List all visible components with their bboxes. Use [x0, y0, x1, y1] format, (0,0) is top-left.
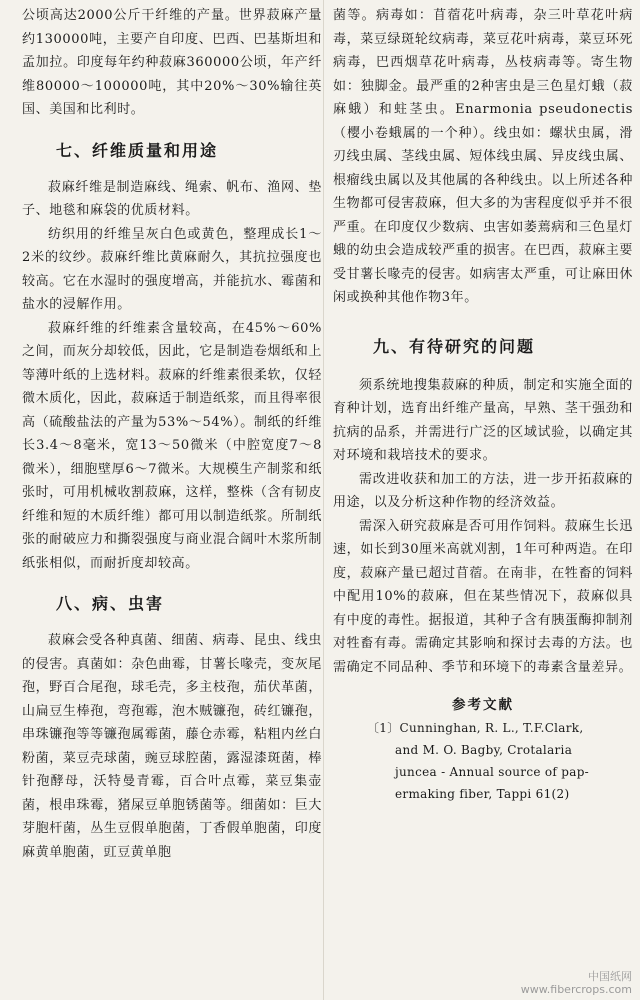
watermark-line-2: www.fibercrops.com — [520, 983, 632, 996]
section-8-heading: 八、病、虫害 — [56, 594, 165, 613]
section-9-paragraph-1: 须系统地搜集菽麻的种质，制定和实施全面的育种计划，选育出纤维产量高，早熟、茎干强劲和抗病的品系，并需进行广泛的区域试验，以确定其对环境和栽培技术的要求。 — [333, 377, 633, 463]
reference-line: and M. O. Bagby, Crotalaria — [395, 743, 573, 757]
left-column — [22, 0, 322, 864]
right-column — [333, 0, 633, 805]
section-7-paragraph-2: 纺织用的纤维呈灰白色或黄色，整理成长1～2米的纹纱。菽麻纤维比黄麻耐久，其抗拉强度也较高。它在水湿时的强度增高，并能抗水、霉菌和盐水的浸解作用。 — [22, 226, 322, 312]
section-7-heading: 七、纤维质量和用途 — [56, 140, 219, 160]
reference-line: ermaking fiber, Tappi 61(2) — [395, 787, 570, 801]
section-7-paragraph-3: 菽麻纤维的纤维素含量较高，在45%～60%之间，而灰分却较低，因此，它是制造卷烟纸和上等薄叶纸的上选材料。菽麻的纤维素很柔软，仅轻微木质化，因此，菽麻适于制造纸浆，而且得率很高（硫酸盐法的产量为53%～54%）。制纸的纤维长3.4～8毫米，宽13～50微米（中腔宽度7～8微米），细胞壁厚6～7微米。大规模生产制浆和纸张时，可用机械收割菽麻，这样，整株（含有韧皮纤维和短的木质纤维）都可用以制造纸浆。所制纸张的耐破应力和撕裂强度与商业混合阔叶木浆所制纸张相似，而耐折度却较高。 — [22, 320, 322, 571]
references-title: 参考文献 — [452, 697, 514, 713]
intro-paragraph: 公顷高达2000公斤干纤维的产量。世界菽麻产量约130000吨，主要产自印度、巴西、巴基斯坦和孟加拉。印度每年约种菽麻360000公顷，年产纤维80000～100000吨，其中20%～30%输往英国、美国和比利时。 — [22, 8, 322, 117]
section-7-paragraph-1: 菽麻纤维是制造麻线、绳索、帆布、渔网、垫子、地毯和麻袋的优质材料。 — [22, 179, 322, 218]
continuation-paragraph: 菌等。病毒如：苜蓿花叶病毒，杂三叶草花叶病毒，菜豆绿斑轮纹病毒，菜豆花叶病毒，菜豆环死病毒，巴西烟草花叶病毒，丛枝病毒等。寄生物如：独脚金。最严重的2种害虫是三色星灯蛾（菽麻蛾）和蛀茎虫。Enarmonia pseudonectis（樱小卷蛾属的一个种）。线虫如：螺状虫属，滑刃线虫属、茎线虫属、短体线虫属、异皮线虫属、根瘤线虫属以及其他属的各种线虫。以上所述各种生物都可侵害菽麻，但大多的为害程度似乎并不很严重。在印度仅少数病、虫害如萎蔫病和三色星灯蛾的幼虫会造成较严重的损害。在巴西，菽麻主要受甘薯长喙壳的侵害。如病害太严重，可让麻田休闲或换种其他作物3年。 — [333, 8, 633, 305]
site-watermark — [521, 970, 632, 996]
reference-line: 〔1〕Cunninghan, R. L., T.F.Clark, — [367, 721, 584, 735]
section-9-paragraph-2: 需改进收获和加工的方法，进一步开拓菽麻的用途，以及分析这种作物的经济效益。 — [333, 471, 633, 510]
section-9-paragraph-3: 需深入研究菽麻是否可用作饲料。菽麻生长迅速，如长到30厘米高就刈割，1年可种两造。在印度，菽麻产量已超过苜蓿。在南非，在牲畜的饲料中配用10%的菽麻，但在某些情况下，菽麻似具有中度的毒性。据报道，其种子含有胰蛋酶抑制剂对牲畜有毒。需确定其影响和探讨去毒的方法。也需确定不同品种、季节和环境下的毒素含量差异。 — [333, 518, 633, 675]
column-divider — [323, 0, 324, 1000]
reference-line: juncea - Annual source of pap- — [395, 765, 590, 779]
section-8-paragraph: 菽麻会受各种真菌、细菌、病毒、昆虫、线虫的侵害。真菌如：杂色曲霉，甘薯长喙壳，变灰尾孢，野百合尾孢，球毛壳，多主枝孢，茄伏革菌，山扁豆生棒孢，弯孢霉，泡木贼镰孢，砖红镰孢，串珠镰孢等等镰孢属霉菌，藤仓赤霉，粘粗内丝白粉菌，菜豆壳球菌，豌豆球腔菌，露湿漆斑菌，棒针孢酵母，沃特曼青霉，百合叶点霉，菜豆集壶菌，根串珠霉，猪屎豆单胞锈菌等。细菌如：巨大芽胞杆菌，丛生豆假单胞菌，丁香假单胞菌，印度麻黄单胞菌，豇豆黄单胞 — [22, 633, 322, 860]
watermark-line-1: 中国纸网 — [588, 970, 632, 983]
section-9-heading: 九、有待研究的问题 — [373, 336, 536, 356]
reference-entry — [333, 717, 633, 805]
